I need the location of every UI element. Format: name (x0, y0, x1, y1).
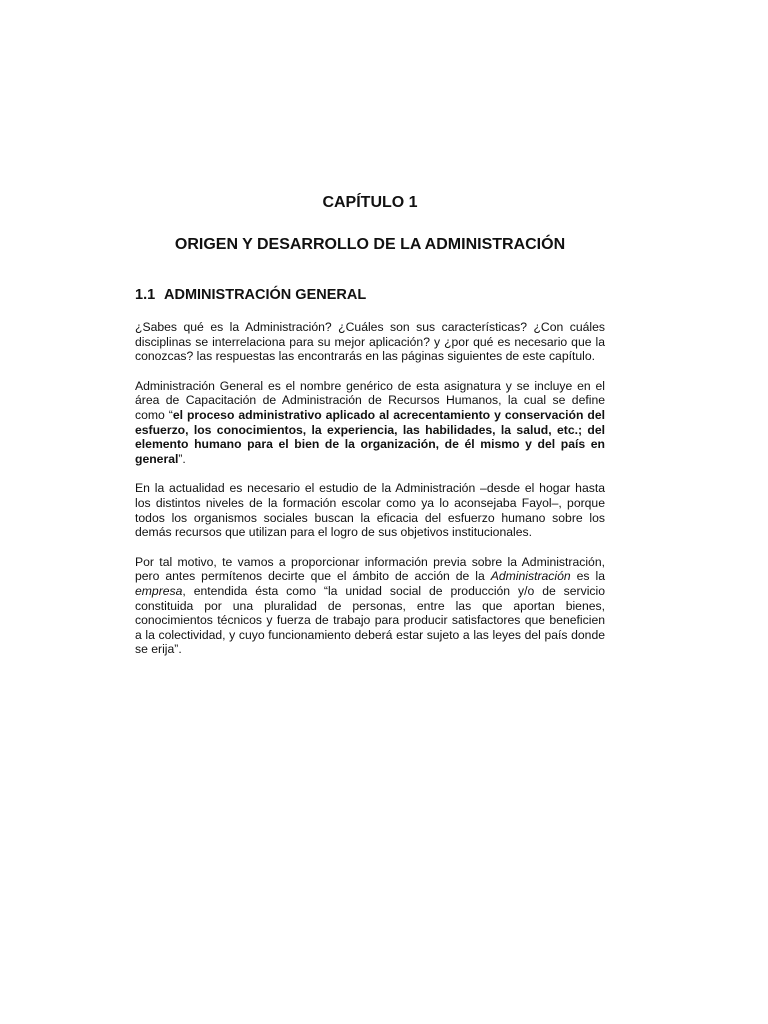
paragraph-4-mid: es la (570, 569, 605, 584)
chapter-number: CAPÍTULO 1 (322, 194, 418, 211)
italic-empresa: empresa (135, 583, 183, 598)
section-number: 1.1 (135, 287, 156, 303)
paragraph-3: En la actualidad es necesario el estudio de la Administración –desde el hogar hasta los distintos niveles de la formación escolar como ya lo aconsejaba Fayol–, porque todos los organismos sociales buscan la eficacia del esfuerzo humano sobre los demás recursos que utilizan para el logro de sus objetivos institucionales. (135, 481, 605, 540)
paragraph-4-intro: Por tal motivo, te vamos a proporcionar información previa sobre la Administración, pero antes permítenos decirte que el ámbito de acción de la (135, 554, 605, 584)
definition-bold: el proceso administrativo aplicado al acrecentamiento y conservación del esfuerzo, los conocimientos, la experiencia, las habilidades, la salud, etc.; del elemento humano para el bien de la organización, de él mismo y del país en general (135, 407, 605, 466)
paragraph-2-intro: Administración General es el nombre genérico de esta asignatura y se incluye en el área de Capacitación de Administración de Recursos Humanos, la cual se define como “ (135, 378, 605, 422)
chapter-title: ORIGEN Y DESARROLLO DE LA ADMINISTRACIÓN (174, 236, 566, 253)
paragraph-4 (135, 555, 605, 657)
body-text (135, 320, 605, 672)
section-title: ADMINISTRACIÓN GENERAL (164, 287, 367, 303)
paragraph-2-close: ”. (178, 451, 186, 466)
section-heading (135, 287, 605, 303)
italic-administracion: Administración (490, 569, 571, 584)
paragraph-2 (135, 379, 605, 467)
paragraph-1: ¿Sabes qué es la Administración? ¿Cuáles son sus características? ¿Con cuáles disciplinas se interrelaciona para su mejor aplicación? y ¿por qué es necesario que la conozcas? las respuestas las encontrarás en las páginas siguientes de este capítulo. (135, 320, 605, 364)
paragraph-4-end: , entendida ésta como “la unidad social de producción y/o de servicio constituida por una pluralidad de personas, entre las que aportan bienes, conocimientos técnicos y fuerza de trabajo para producir satisfactores que beneficien a la colectividad, y cuyo funcionamiento deberá estar sujeto a las leyes del país donde se erija”. (135, 583, 605, 657)
document-page (135, 0, 605, 1024)
